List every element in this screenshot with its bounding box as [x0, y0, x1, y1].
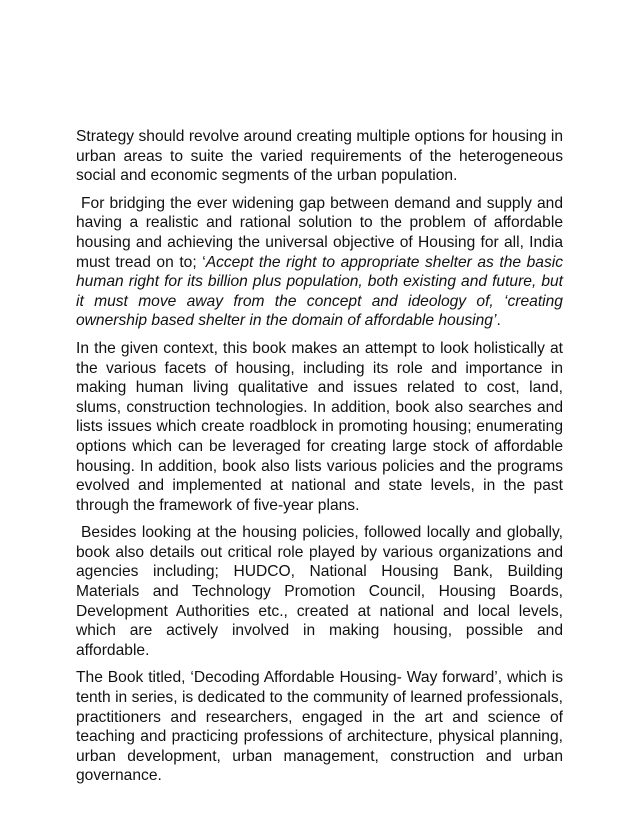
paragraph-strategy: Strategy should revolve around creating multiple options for housing in urban areas to suite the varied requirements of the heterogeneous social and economic segments of the urban population. — [76, 128, 563, 185]
italic-quote: Accept the right to appropriate shelter as the basic human right for its billion plus population, both existing and future, but it must move away from the concept and ideology of, ‘creating ownership based shelter in the domain of affordable housing’ — [76, 253, 564, 330]
paragraph-housing-policies: Besides looking at the housing policies, followed locally and globally, book also details out critical role played by various organizations and agencies including; HUDCO, National Housing Bank, Building Materials and Technology Promotion Council, Housing Boards, Development Authorities etc., created at national and local levels, which are actively involved in making housing, possible and affordable. — [76, 524, 563, 659]
paragraph-bridging-gap-end: . — [496, 312, 501, 330]
paragraph-given-context: In the given context, this book makes an attempt to look holistically at the various facets of housing, including its role and importance in making human living qualitative and issues related to cost, land, slums, construction technologies. In addition, book also searches and lists issues which create roadblock in promoting housing; enumerating options which can be leveraged for creating large stock of affordable housing. In addition, book also lists various policies and the programs evolved and implemented at national and state levels, in the past through the framework of five-year plans. — [76, 339, 563, 514]
paragraph-book-titled: The Book titled, ‘Decoding Affordable Housing- Way forward’, which is tenth in series, is dedicated to the community of learned professionals, practitioners and researchers, engaged in the art and science of teaching and practicing professions of architecture, physical planning, urban development, urban management, construction and urban governance. — [76, 669, 563, 785]
document-page — [76, 127, 563, 794]
paragraph-bridging-gap-text: For bridging the ever widening gap between demand and supply and having a realistic and rational solution to the problem of affordable housing and achieving the universal objective of Housing for all, India must tread on to; ‘ — [76, 194, 563, 271]
paragraph-bridging-gap — [76, 194, 563, 331]
